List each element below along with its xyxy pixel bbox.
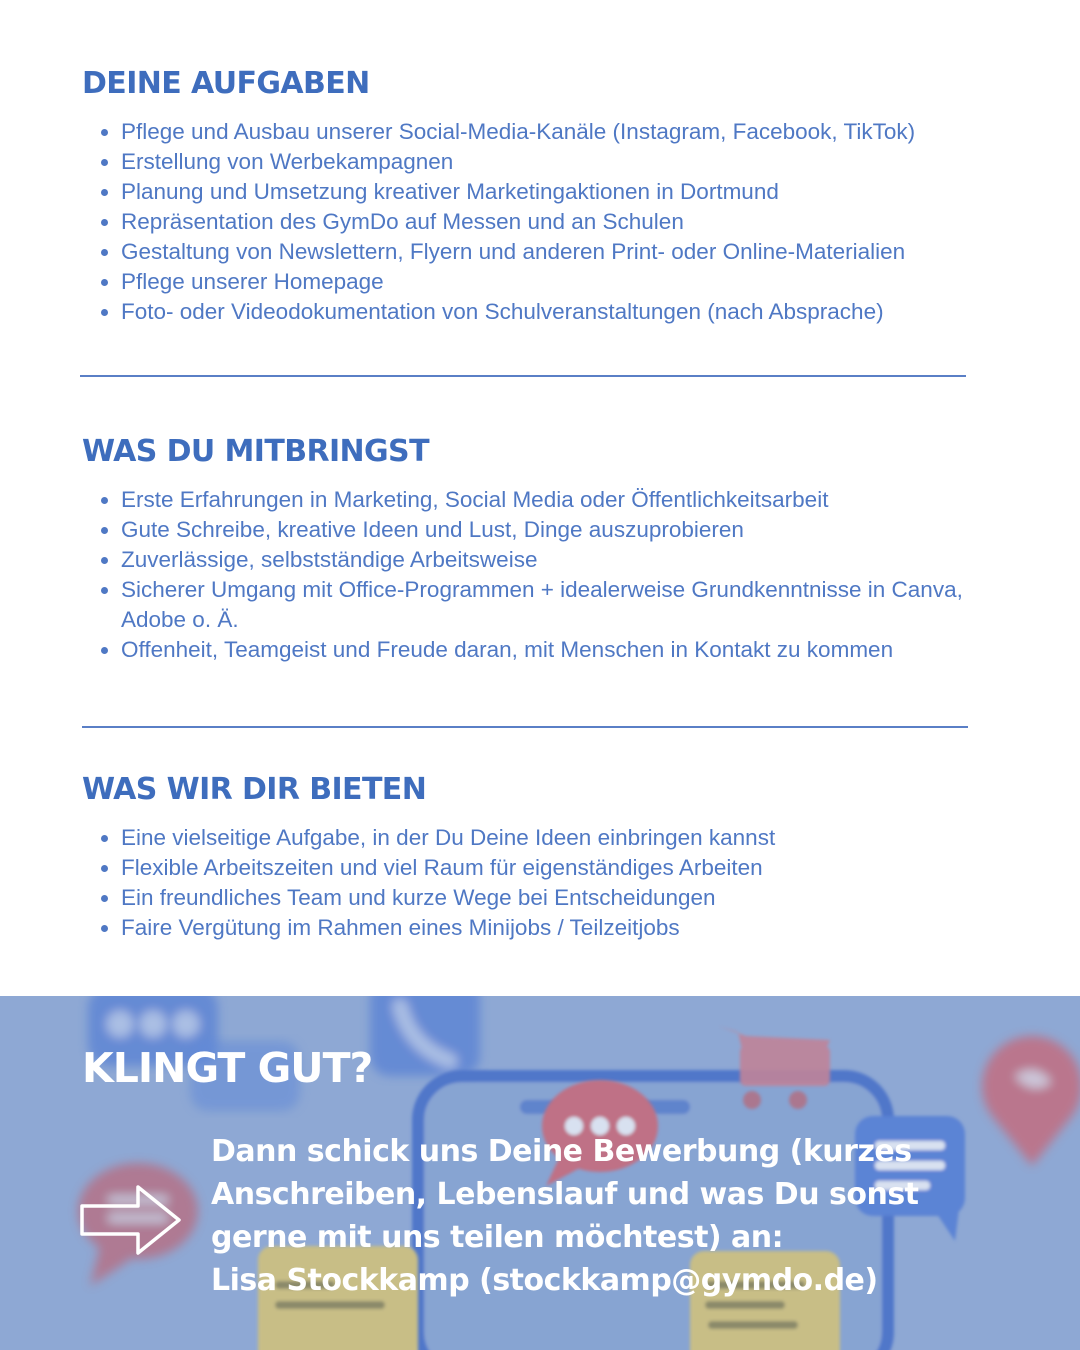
cta-banner xyxy=(0,996,1080,1350)
arrow-right-icon xyxy=(80,1184,182,1256)
list-item: Pflege unserer Homepage xyxy=(82,267,982,297)
cta-line: Anschreiben, Lebenslauf und was Du sonst xyxy=(211,1177,919,1212)
requirements-section xyxy=(82,434,982,665)
list-item: Zuverlässige, selbstständige Arbeitsweise xyxy=(82,545,982,575)
list-item: Sicherer Umgang mit Office-Programmen + idealerweise Grundkenntnisse in Canva, Adobe o. Ä. xyxy=(82,575,982,635)
list-item: Planung und Umsetzung kreativer Marketingaktionen in Dortmund xyxy=(82,177,982,207)
list-item: Eine vielseitige Aufgabe, in der Du Deine Ideen einbringen kannst xyxy=(82,823,982,853)
requirements-heading: WAS DU MITBRINGST xyxy=(82,434,429,469)
list-item: Offenheit, Teamgeist und Freude daran, mit Menschen in Kontakt zu kommen xyxy=(82,635,982,665)
list-item: Faire Vergütung im Rahmen eines Minijobs / Teilzeitjobs xyxy=(82,913,982,943)
list-item: Pflege und Ausbau unserer Social-Media-Kanäle (Instagram, Facebook, TikTok) xyxy=(82,117,982,147)
tasks-section xyxy=(82,66,982,327)
cta-text xyxy=(211,1130,971,1302)
section-divider xyxy=(80,375,966,377)
list-item: Ein freundliches Team und kurze Wege bei Entscheidungen xyxy=(82,883,982,913)
list-item: Flexible Arbeitszeiten und viel Raum für eigenständiges Arbeiten xyxy=(82,853,982,883)
offer-list xyxy=(82,823,982,943)
cta-heading: KLINGT GUT? xyxy=(82,1044,373,1092)
tasks-list xyxy=(82,117,982,327)
cta-contact: Lisa Stockkamp (stockkamp@gymdo.de) xyxy=(211,1263,878,1298)
tasks-heading: DEINE AUFGABEN xyxy=(82,66,370,101)
list-item: Erste Erfahrungen in Marketing, Social Media oder Öffentlichkeitsarbeit xyxy=(82,485,982,515)
offer-section xyxy=(82,772,982,943)
list-item: Gestaltung von Newslettern, Flyern und anderen Print- oder Online-Materialien xyxy=(82,237,982,267)
section-divider xyxy=(82,726,968,728)
cta-line: gerne mit uns teilen möchtest) an: xyxy=(211,1220,784,1255)
list-item: Erstellung von Werbekampagnen xyxy=(82,147,982,177)
cta-line: Dann schick uns Deine Bewerbung (kurzes xyxy=(211,1134,912,1169)
list-item: Repräsentation des GymDo auf Messen und an Schulen xyxy=(82,207,982,237)
list-item: Foto- oder Videodokumentation von Schulveranstaltungen (nach Absprache) xyxy=(82,297,982,327)
offer-heading: WAS WIR DIR BIETEN xyxy=(82,772,427,807)
list-item: Gute Schreibe, kreative Ideen und Lust, Dinge auszuprobieren xyxy=(82,515,982,545)
requirements-list xyxy=(82,485,982,665)
